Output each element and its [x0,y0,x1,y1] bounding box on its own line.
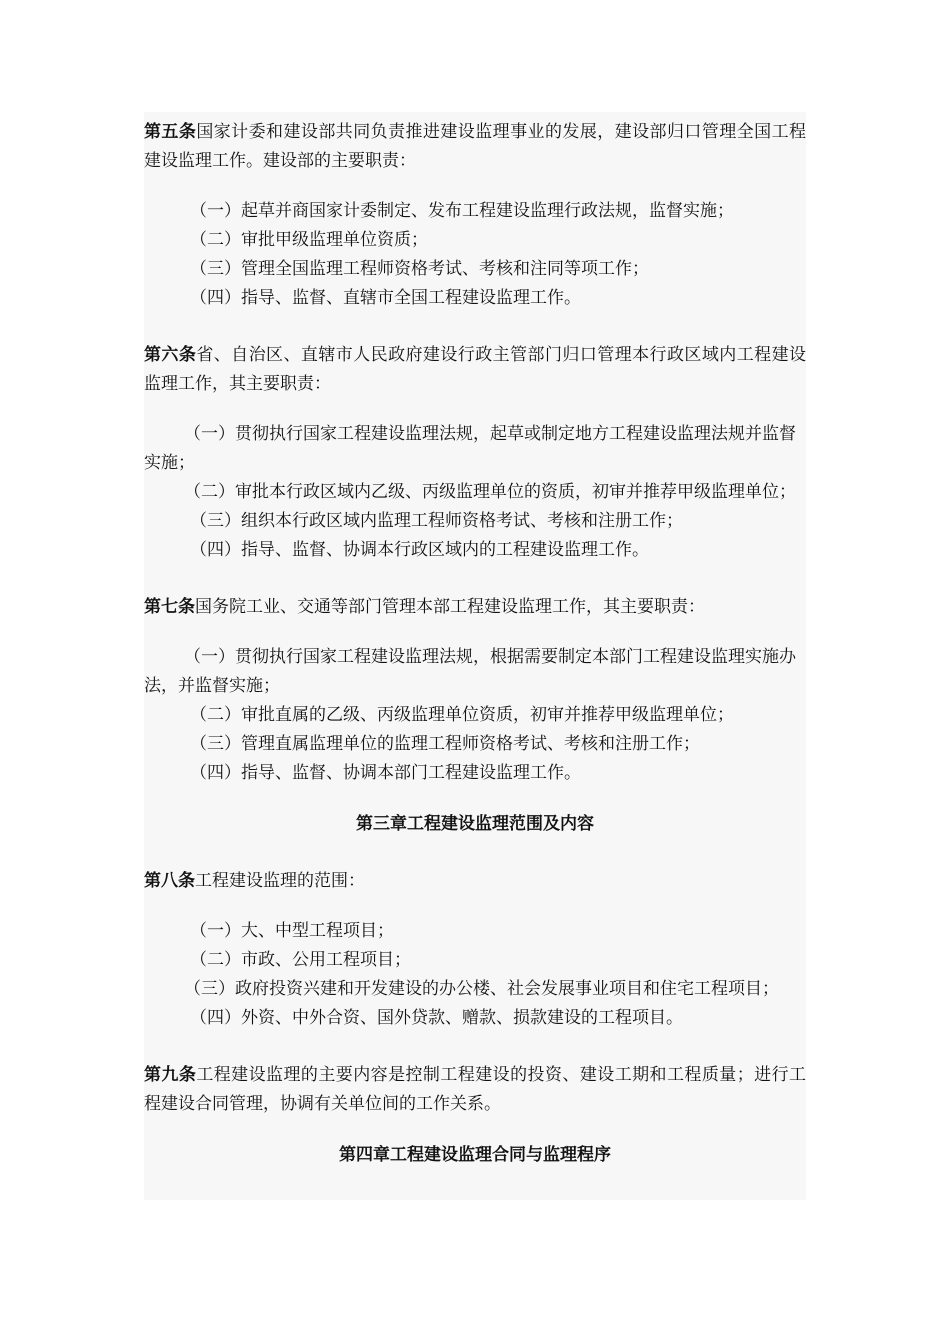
list-item: （一）贯彻执行国家工程建设监理法规，起草或制定地方工程建设监理法规并监督实施； [144,424,796,473]
article-6-items [144,399,806,565]
article-5-items [144,176,806,313]
list-item: （四）指导、监督、直辖市全国工程建设监理工作。 [190,288,581,308]
article-8-text: 工程建设监理的范围： [195,871,365,891]
article-8 [144,861,806,896]
list-item: （三）组织本行政区域内监理工程师资格考试、考核和注册工作； [190,511,683,531]
article-6-label: 第六条 [144,345,197,365]
article-8-paragraph [144,867,806,896]
article-7-text: 国务院工业、交通等部门管理本部工程建设监理工作，其主要职责： [195,597,705,617]
list-item: （二）审批甲级监理单位资质； [190,230,428,250]
article-5-text: 国家计委和建设部共同负责推进建设监理事业的发展，建设部归口管理全国工程建设监理工作。建设部的主要职责： [144,122,807,171]
article-6 [144,335,806,399]
article-7-items [144,622,806,788]
article-7 [144,587,806,622]
article-9-label: 第九条 [144,1065,197,1085]
article-9-text: 工程建设监理的主要内容是控制工程建设的投资、建设工期和工程质量；进行工程建设合同管理，协调有关单位间的工作关系。 [144,1065,807,1114]
article-5 [144,112,806,176]
chapter-3-heading: 第三章工程建设监理范围及内容 [356,814,594,834]
list-item: （一）大、中型工程项目； [190,921,394,941]
article-9-paragraph [144,1061,806,1119]
list-item: （二）市政、公用工程项目； [190,950,411,970]
list-item: （二）审批直属的乙级、丙级监理单位资质，初审并推荐甲级监理单位； [190,705,734,725]
article-6-paragraph [144,341,806,399]
list-item: （三）政府投资兴建和开发建设的办公楼、社会发展事业项目和住宅工程项目； [184,979,779,999]
article-6-text: 省、自治区、直辖市人民政府建设行政主管部门归口管理本行政区域内工程建设监理工作，其主要职责： [144,345,807,394]
list-item: （三）管理直属监理单位的监理工程师资格考试、考核和注册工作； [190,734,700,754]
article-5-paragraph [144,118,806,176]
list-item: （四）指导、监督、协调本行政区域内的工程建设监理工作。 [190,540,649,560]
article-7-paragraph [144,593,806,622]
chapter-4-heading: 第四章工程建设监理合同与监理程序 [339,1145,611,1165]
article-7-label: 第七条 [144,597,195,617]
article-9 [144,1055,806,1119]
document-page [144,112,806,1200]
list-item: （一）贯彻执行国家工程建设监理法规，根据需要制定本部门工程建设监理实施办法，并监督实施； [144,647,796,696]
article-8-items [144,896,806,1033]
list-item: （四）指导、监督、协调本部门工程建设监理工作。 [190,763,581,783]
list-item: （一）起草并商国家计委制定、发布工程建设监理行政法规，监督实施； [190,201,734,221]
list-item: （二）审批本行政区域内乙级、丙级监理单位的资质，初审并推荐甲级监理单位； [184,482,796,502]
article-5-label: 第五条 [144,122,197,142]
list-item: （三）管理全国监理工程师资格考试、考核和注同等项工作； [190,259,649,279]
article-8-label: 第八条 [144,871,195,891]
list-item: （四）外资、中外合资、国外贷款、赠款、损款建设的工程项目。 [190,1008,683,1028]
